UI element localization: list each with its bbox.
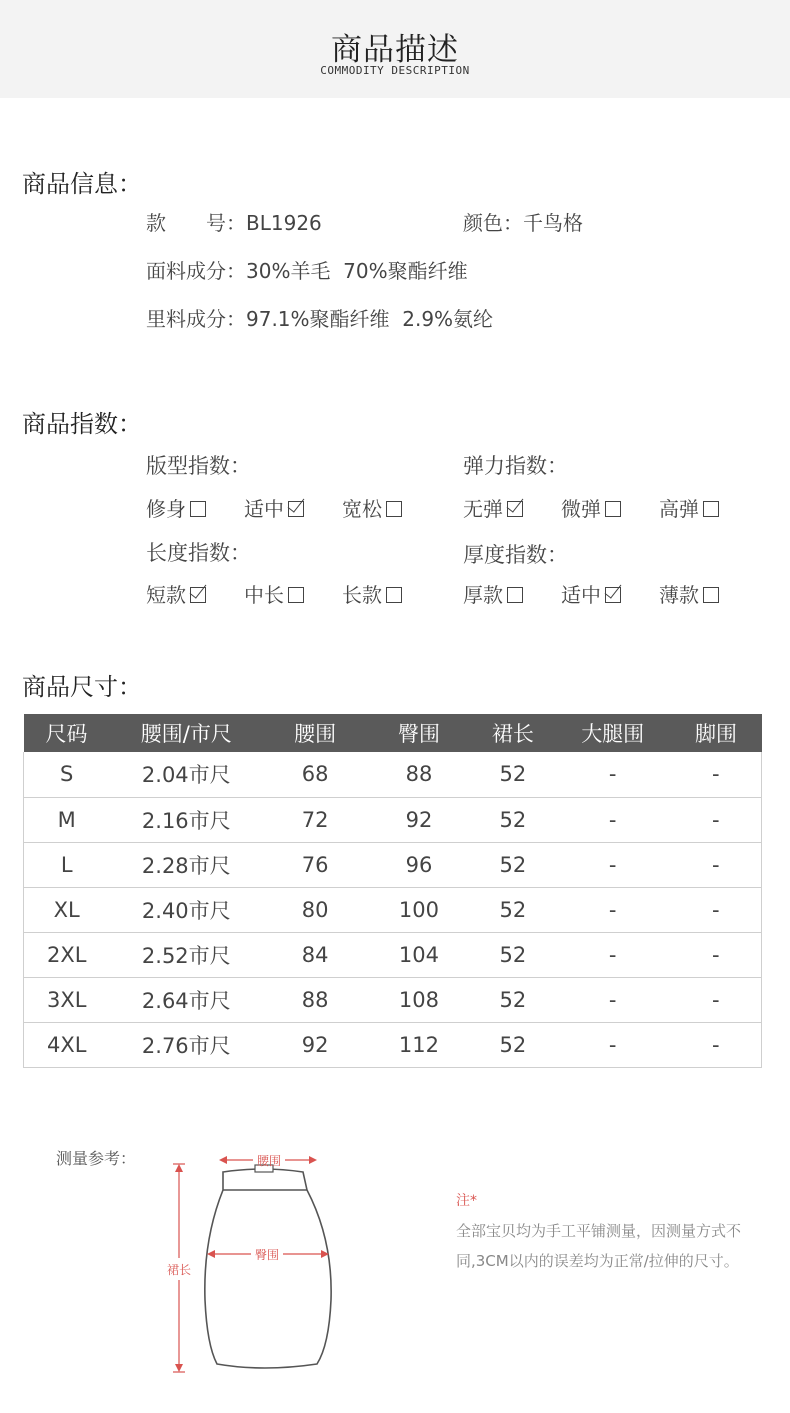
table-cell: 52 bbox=[471, 1022, 555, 1067]
table-cell: XL bbox=[24, 887, 110, 932]
page-title: 商品描述 bbox=[331, 32, 459, 68]
length-index-title: 长度指数： bbox=[146, 541, 251, 565]
column-header: 尺码 bbox=[24, 714, 110, 752]
table-cell: - bbox=[671, 752, 762, 797]
table-cell: 2.76市尺 bbox=[109, 1022, 263, 1067]
table-cell: S bbox=[24, 752, 110, 797]
style-value: BL1926 bbox=[246, 211, 322, 235]
table-cell: 92 bbox=[263, 1022, 367, 1067]
index-heading: 商品指数： bbox=[22, 410, 142, 438]
measurement-reference-label: 测量参考： bbox=[56, 1149, 137, 1168]
table-row bbox=[24, 797, 762, 842]
table-cell: - bbox=[555, 887, 671, 932]
table-cell: 52 bbox=[471, 887, 555, 932]
table-cell: 108 bbox=[367, 977, 471, 1022]
lining-value: 97.1%聚酯纤维 2.9%氨纶 bbox=[246, 307, 494, 331]
fit-index-title: 版型指数： bbox=[146, 454, 251, 478]
table-cell: 100 bbox=[367, 887, 471, 932]
checked-checkbox-icon bbox=[190, 587, 206, 603]
waist-label: 腰围 bbox=[256, 1154, 282, 1168]
skirt-outline bbox=[205, 1169, 331, 1368]
table-cell: 2.16市尺 bbox=[109, 797, 263, 842]
length-option-mid: 中长 bbox=[244, 579, 304, 608]
fit-option-loose: 宽松 bbox=[342, 493, 402, 522]
table-cell: - bbox=[555, 797, 671, 842]
column-header: 腰围 bbox=[263, 714, 367, 752]
table-cell: 3XL bbox=[24, 977, 110, 1022]
lining-row bbox=[146, 303, 493, 332]
elastic-option-slight: 微弹 bbox=[561, 493, 621, 522]
info-heading: 商品信息： bbox=[22, 170, 142, 198]
column-header: 腰围/市尺 bbox=[109, 714, 263, 752]
table-cell: 2.64市尺 bbox=[109, 977, 263, 1022]
checkbox-icon bbox=[386, 501, 402, 517]
table-row bbox=[24, 977, 762, 1022]
note-title: 注* bbox=[456, 1193, 477, 1209]
thickness-option-regular: 适中 bbox=[561, 579, 621, 608]
size-table bbox=[23, 714, 762, 1068]
table-cell: 2XL bbox=[24, 932, 110, 977]
thickness-option-thick: 厚款 bbox=[463, 579, 523, 608]
table-row bbox=[24, 887, 762, 932]
note-text: 全部宝贝均为手工平铺测量，因测量方式不同,3CM以内的误差均为正常/拉伸的尺寸。 bbox=[456, 1222, 742, 1270]
table-row bbox=[24, 752, 762, 797]
table-cell: 2.28市尺 bbox=[109, 842, 263, 887]
table-cell: 2.04市尺 bbox=[109, 752, 263, 797]
checkbox-icon bbox=[605, 501, 621, 517]
table-row bbox=[24, 842, 762, 887]
skirt-measurement-diagram bbox=[155, 1150, 355, 1380]
column-header: 大腿围 bbox=[555, 714, 671, 752]
checked-checkbox-icon bbox=[605, 587, 621, 603]
color-row bbox=[463, 207, 583, 236]
style-label: 款 号： bbox=[146, 211, 246, 235]
table-cell: 104 bbox=[367, 932, 471, 977]
table-cell: - bbox=[671, 932, 762, 977]
table-cell: 88 bbox=[367, 752, 471, 797]
table-cell: - bbox=[671, 887, 762, 932]
length-option-long: 长款 bbox=[342, 579, 402, 608]
column-header: 裙长 bbox=[471, 714, 555, 752]
table-cell: 96 bbox=[367, 842, 471, 887]
hip-label: 臀围 bbox=[254, 1248, 280, 1262]
column-header: 臀围 bbox=[367, 714, 471, 752]
fabric-row bbox=[146, 255, 468, 284]
table-cell: 88 bbox=[263, 977, 367, 1022]
table-cell: - bbox=[555, 932, 671, 977]
table-cell: 4XL bbox=[24, 1022, 110, 1067]
table-cell: 52 bbox=[471, 797, 555, 842]
column-header: 脚围 bbox=[671, 714, 762, 752]
checkbox-icon bbox=[703, 587, 719, 603]
table-cell: 72 bbox=[263, 797, 367, 842]
table-cell: - bbox=[671, 977, 762, 1022]
table-cell: 52 bbox=[471, 932, 555, 977]
table-cell: M bbox=[24, 797, 110, 842]
table-cell: 112 bbox=[367, 1022, 471, 1067]
table-cell: - bbox=[555, 1022, 671, 1067]
table-cell: 84 bbox=[263, 932, 367, 977]
elastic-option-none: 无弹 bbox=[463, 493, 523, 522]
table-row bbox=[24, 1022, 762, 1067]
fabric-value: 30%羊毛 70%聚酯纤维 bbox=[246, 259, 468, 283]
table-cell: 92 bbox=[367, 797, 471, 842]
style-number-row bbox=[146, 207, 322, 236]
table-cell: - bbox=[555, 842, 671, 887]
table-cell: 68 bbox=[263, 752, 367, 797]
checkbox-icon bbox=[703, 501, 719, 517]
length-option-short: 短款 bbox=[146, 579, 206, 608]
table-row bbox=[24, 932, 762, 977]
elastic-index-title: 弹力指数： bbox=[463, 454, 568, 478]
table-cell: 2.40市尺 bbox=[109, 887, 263, 932]
skirt-length-label: 裙长 bbox=[166, 1263, 192, 1277]
fabric-label: 面料成分： bbox=[146, 259, 246, 283]
checkbox-icon bbox=[507, 587, 523, 603]
table-cell: 2.52市尺 bbox=[109, 932, 263, 977]
table-cell: - bbox=[555, 752, 671, 797]
thickness-index-title: 厚度指数： bbox=[463, 543, 568, 567]
color-value: 千鸟格 bbox=[523, 211, 583, 235]
elastic-option-high: 高弹 bbox=[659, 493, 719, 522]
fit-option-slim: 修身 bbox=[146, 493, 206, 522]
table-cell: - bbox=[555, 977, 671, 1022]
table-cell: 52 bbox=[471, 977, 555, 1022]
checked-checkbox-icon bbox=[507, 501, 523, 517]
table-cell: - bbox=[671, 1022, 762, 1067]
page-subtitle: COMMODITY DESCRIPTION bbox=[320, 64, 470, 77]
checkbox-icon bbox=[190, 501, 206, 517]
table-cell: 76 bbox=[263, 842, 367, 887]
checked-checkbox-icon bbox=[288, 501, 304, 517]
table-cell: 52 bbox=[471, 842, 555, 887]
table-cell: - bbox=[671, 797, 762, 842]
table-cell: 52 bbox=[471, 752, 555, 797]
page-header bbox=[0, 0, 790, 98]
size-table-header bbox=[24, 714, 762, 752]
color-label: 颜色： bbox=[463, 211, 523, 235]
table-cell: - bbox=[671, 842, 762, 887]
table-cell: 80 bbox=[263, 887, 367, 932]
checkbox-icon bbox=[288, 587, 304, 603]
lining-label: 里料成分： bbox=[146, 307, 246, 331]
table-cell: L bbox=[24, 842, 110, 887]
fit-option-regular: 适中 bbox=[244, 493, 304, 522]
thickness-option-thin: 薄款 bbox=[659, 579, 719, 608]
checkbox-icon bbox=[386, 587, 402, 603]
size-heading: 商品尺寸： bbox=[22, 673, 142, 701]
